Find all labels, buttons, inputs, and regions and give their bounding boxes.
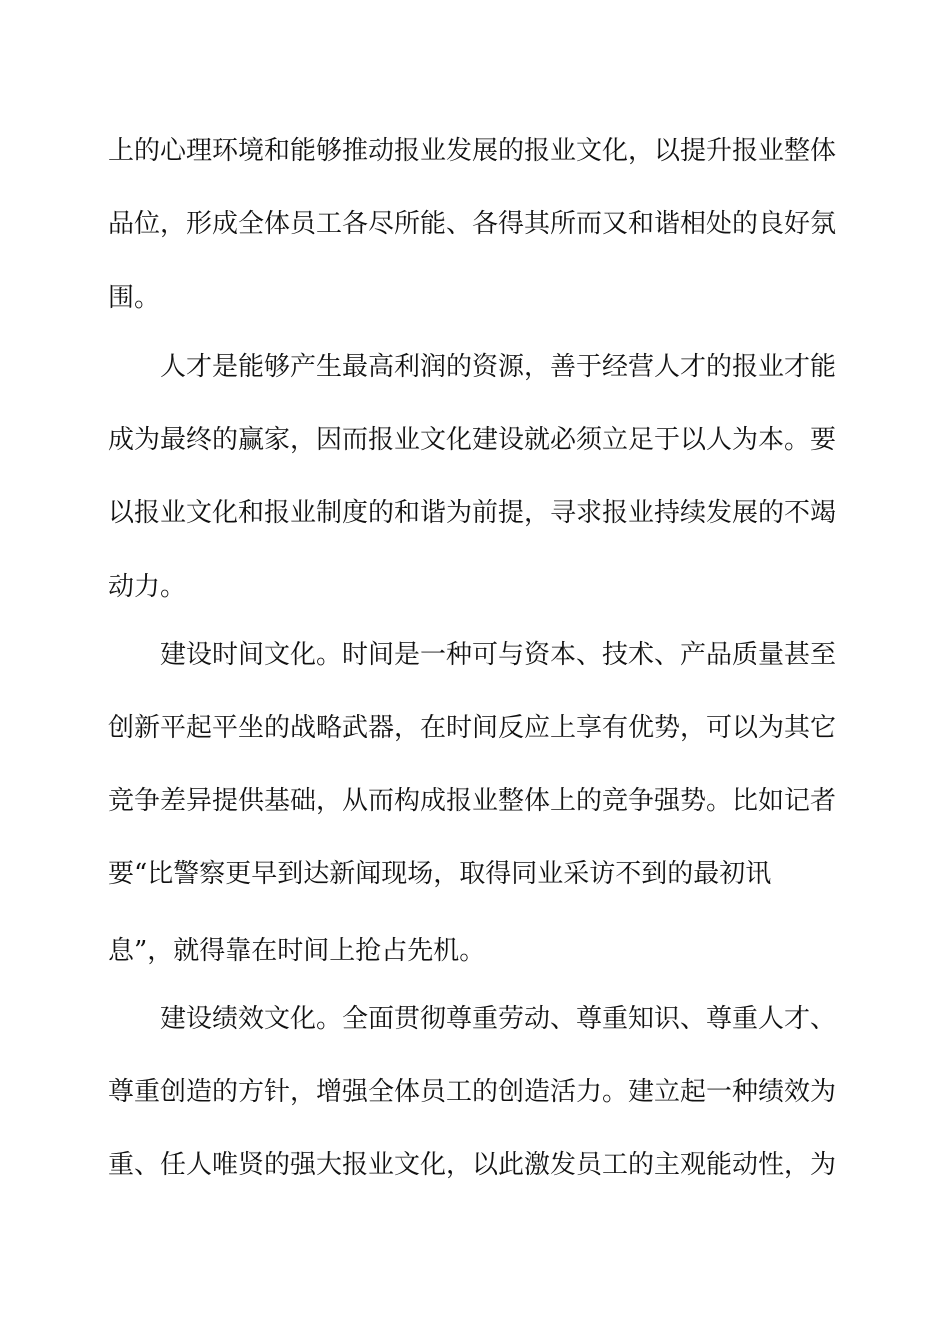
text-line: 上的心理环境和能够推动报业发展的报业文化，以提升报业整体 [108, 136, 837, 166]
text-line: 成为最终的赢家，因而报业文化建设就必须立足于以人为本。要 [108, 425, 837, 455]
text-line: 尊重创造的方针，增强全体员工的创造活力。建立起一种绩效为 [108, 1077, 837, 1107]
text-line: 围。 [108, 283, 161, 313]
paragraph-first-line: 建设时间文化。时间是一种可与资本、技术、产品质量甚至 [160, 640, 837, 670]
text-line: 品位，形成全体员工各尽所能、各得其所而又和谐相处的良好氛 [108, 209, 837, 239]
paragraph-first-line: 建设绩效文化。全面贯彻尊重劳动、尊重知识、尊重人才、 [160, 1004, 837, 1034]
text-line: 创新平起平坐的战略武器，在时间反应上享有优势，可以为其它 [108, 713, 837, 743]
text-line: 息”，就得靠在时间上抢占先机。 [108, 936, 486, 966]
text-line: 要“比警察更早到达新闻现场，取得同业采访不到的最初讯 [108, 859, 772, 889]
text-line: 以报业文化和报业制度的和谐为前提，寻求报业持续发展的不竭 [108, 498, 837, 528]
text-line: 动力。 [108, 572, 187, 602]
text-line: 重、任人唯贤的强大报业文化，以此激发员工的主观能动性，为 [108, 1150, 837, 1180]
text-line: 竞争差异提供基础，从而构成报业整体上的竞争强势。比如记者 [108, 786, 837, 816]
paragraph-first-line: 人才是能够产生最高利润的资源，善于经营人才的报业才能 [160, 352, 837, 382]
